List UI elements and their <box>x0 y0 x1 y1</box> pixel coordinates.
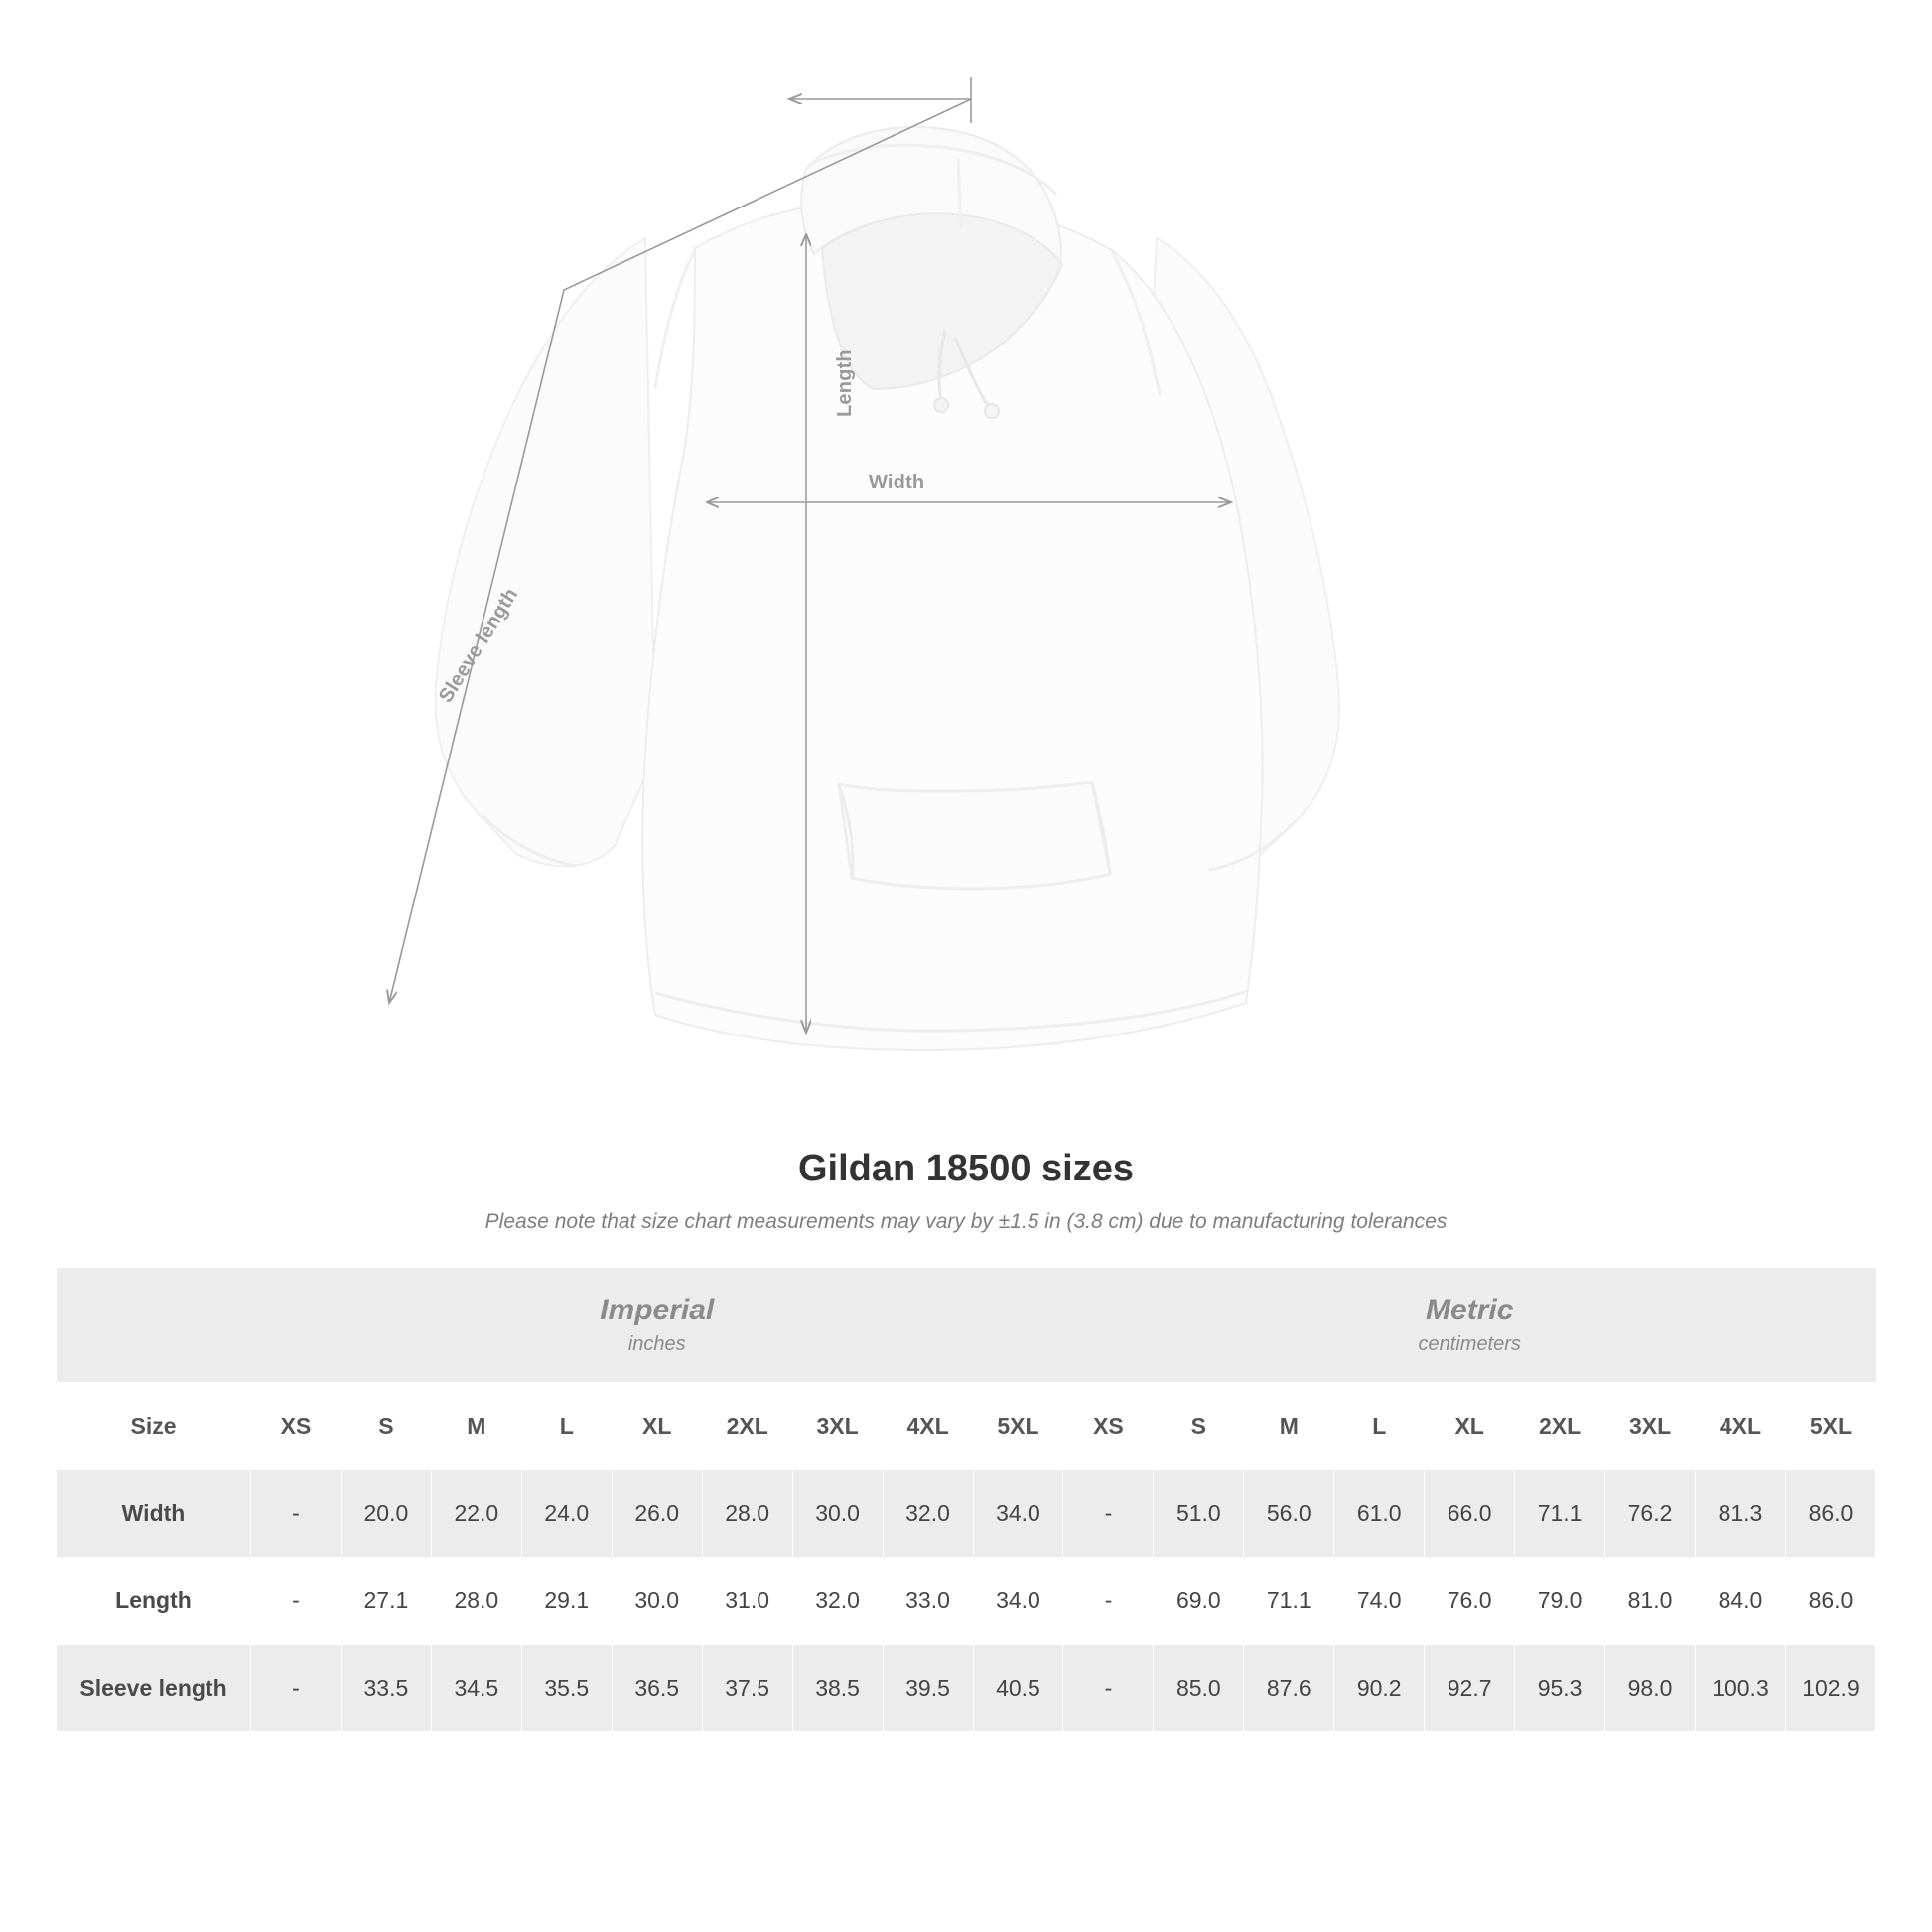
cell-width-metric-5xl: 86.0 <box>1785 1470 1875 1558</box>
width-label: Width <box>869 472 925 493</box>
header-metric-3xl: 3XL <box>1605 1383 1696 1470</box>
cell-width-imperial-4xl: 32.0 <box>883 1470 973 1558</box>
cell-sleeve-imperial-3xl: 38.5 <box>792 1645 883 1732</box>
page-title: Gildan 18500 sizes <box>798 1148 1134 1189</box>
size-table <box>56 1268 1876 1732</box>
sleeve-length-label: Sleeve length <box>435 584 523 707</box>
row-label-length: Length <box>57 1558 251 1645</box>
header-metric-xl: XL <box>1425 1383 1515 1470</box>
header-imperial-s: S <box>341 1383 431 1470</box>
cell-width-metric-xl: 66.0 <box>1425 1470 1515 1558</box>
cell-length-imperial-4xl: 33.0 <box>883 1558 973 1645</box>
cell-width-imperial-xl: 26.0 <box>612 1470 702 1558</box>
cell-width-metric-4xl: 81.3 <box>1696 1470 1786 1558</box>
header-size: Size <box>57 1383 251 1470</box>
header-imperial-xs: XS <box>251 1383 342 1470</box>
header-imperial-xl: XL <box>612 1383 702 1470</box>
header-metric-m: M <box>1244 1383 1334 1470</box>
cell-length-imperial-s: 27.1 <box>341 1558 431 1645</box>
header-imperial-2xl: 2XL <box>702 1383 792 1470</box>
cell-length-imperial-xs: - <box>251 1558 342 1645</box>
cell-length-imperial-3xl: 32.0 <box>792 1558 883 1645</box>
cell-length-imperial-xl: 30.0 <box>612 1558 702 1645</box>
header-metric-s: S <box>1154 1383 1244 1470</box>
cell-length-imperial-2xl: 31.0 <box>702 1558 792 1645</box>
cell-sleeve-imperial-xs: - <box>251 1645 342 1732</box>
header-imperial-m: M <box>431 1383 521 1470</box>
header-imperial-4xl: 4XL <box>883 1383 973 1470</box>
length-label: Length <box>834 349 856 417</box>
row-label-width: Width <box>57 1470 251 1558</box>
cell-width-metric-2xl: 71.1 <box>1515 1470 1605 1558</box>
table-row <box>57 1645 1876 1732</box>
unit-metric-name: Metric <box>1426 1294 1514 1326</box>
cell-length-metric-s: 69.0 <box>1154 1558 1244 1645</box>
tolerance-note: Please note that size chart measurements may vary by ±1.5 in (3.8 cm) due to manufacturing tolerances <box>484 1210 1448 1233</box>
header-metric-4xl: 4XL <box>1696 1383 1786 1470</box>
hoodie-garment <box>436 127 1339 1050</box>
cell-length-metric-3xl: 81.0 <box>1605 1558 1696 1645</box>
cell-sleeve-imperial-l: 35.5 <box>521 1645 612 1732</box>
cell-sleeve-imperial-2xl: 37.5 <box>702 1645 792 1732</box>
cell-width-imperial-2xl: 28.0 <box>702 1470 792 1558</box>
header-metric-xs: XS <box>1063 1383 1154 1470</box>
cell-length-metric-4xl: 84.0 <box>1696 1558 1786 1645</box>
cell-width-imperial-m: 22.0 <box>431 1470 521 1558</box>
units-spacer <box>57 1268 251 1383</box>
row-label-sleeve-length: Sleeve length <box>57 1645 251 1732</box>
cell-sleeve-imperial-s: 33.5 <box>341 1645 431 1732</box>
unit-imperial-name: Imperial <box>600 1294 715 1326</box>
cell-width-metric-xs: - <box>1063 1470 1154 1558</box>
cell-sleeve-imperial-5xl: 40.5 <box>973 1645 1063 1732</box>
header-metric-5xl: 5XL <box>1785 1383 1875 1470</box>
cell-sleeve-metric-4xl: 100.3 <box>1696 1645 1786 1732</box>
cell-sleeve-metric-5xl: 102.9 <box>1785 1645 1875 1732</box>
cell-width-imperial-xs: - <box>251 1470 342 1558</box>
cell-sleeve-imperial-4xl: 39.5 <box>883 1645 973 1732</box>
cell-sleeve-metric-l: 90.2 <box>1334 1645 1425 1732</box>
cell-length-metric-xs: - <box>1063 1558 1154 1645</box>
cell-length-metric-m: 71.1 <box>1244 1558 1334 1645</box>
cell-length-imperial-l: 29.1 <box>521 1558 612 1645</box>
header-metric-2xl: 2XL <box>1515 1383 1605 1470</box>
title-block <box>0 1148 1932 1234</box>
cell-width-imperial-l: 24.0 <box>521 1470 612 1558</box>
cell-length-metric-l: 74.0 <box>1334 1558 1425 1645</box>
table-row <box>57 1558 1876 1645</box>
cell-width-imperial-5xl: 34.0 <box>973 1470 1063 1558</box>
cell-length-metric-5xl: 86.0 <box>1785 1558 1875 1645</box>
cell-width-metric-m: 56.0 <box>1244 1470 1334 1558</box>
cell-sleeve-imperial-xl: 36.5 <box>612 1645 702 1732</box>
table-row <box>57 1470 1876 1558</box>
cell-width-metric-3xl: 76.2 <box>1605 1470 1696 1558</box>
cell-length-metric-xl: 76.0 <box>1425 1558 1515 1645</box>
header-imperial-5xl: 5XL <box>973 1383 1063 1470</box>
cell-sleeve-metric-m: 87.6 <box>1244 1645 1334 1732</box>
header-metric-l: L <box>1334 1383 1425 1470</box>
unit-imperial-sub: inches <box>627 1333 686 1355</box>
cell-length-metric-2xl: 79.0 <box>1515 1558 1605 1645</box>
cell-length-imperial-m: 28.0 <box>431 1558 521 1645</box>
cell-width-metric-l: 61.0 <box>1334 1470 1425 1558</box>
cell-width-metric-s: 51.0 <box>1154 1470 1244 1558</box>
cell-sleeve-metric-s: 85.0 <box>1154 1645 1244 1732</box>
cell-sleeve-imperial-m: 34.5 <box>431 1645 521 1732</box>
size-table-wrap <box>56 1268 1876 1732</box>
cell-sleeve-metric-xl: 92.7 <box>1425 1645 1515 1732</box>
cell-sleeve-metric-3xl: 98.0 <box>1605 1645 1696 1732</box>
unit-metric <box>1063 1268 1876 1383</box>
cell-width-imperial-s: 20.0 <box>341 1470 431 1558</box>
cell-sleeve-metric-xs: - <box>1063 1645 1154 1732</box>
header-imperial-3xl: 3XL <box>792 1383 883 1470</box>
cell-width-imperial-3xl: 30.0 <box>792 1470 883 1558</box>
cell-length-imperial-5xl: 34.0 <box>973 1558 1063 1645</box>
unit-metric-sub: centimeters <box>1418 1333 1521 1355</box>
cell-sleeve-metric-2xl: 95.3 <box>1515 1645 1605 1732</box>
header-imperial-l: L <box>521 1383 612 1470</box>
header-row <box>57 1383 1876 1470</box>
unit-imperial <box>251 1268 1063 1383</box>
units-row <box>57 1268 1876 1383</box>
